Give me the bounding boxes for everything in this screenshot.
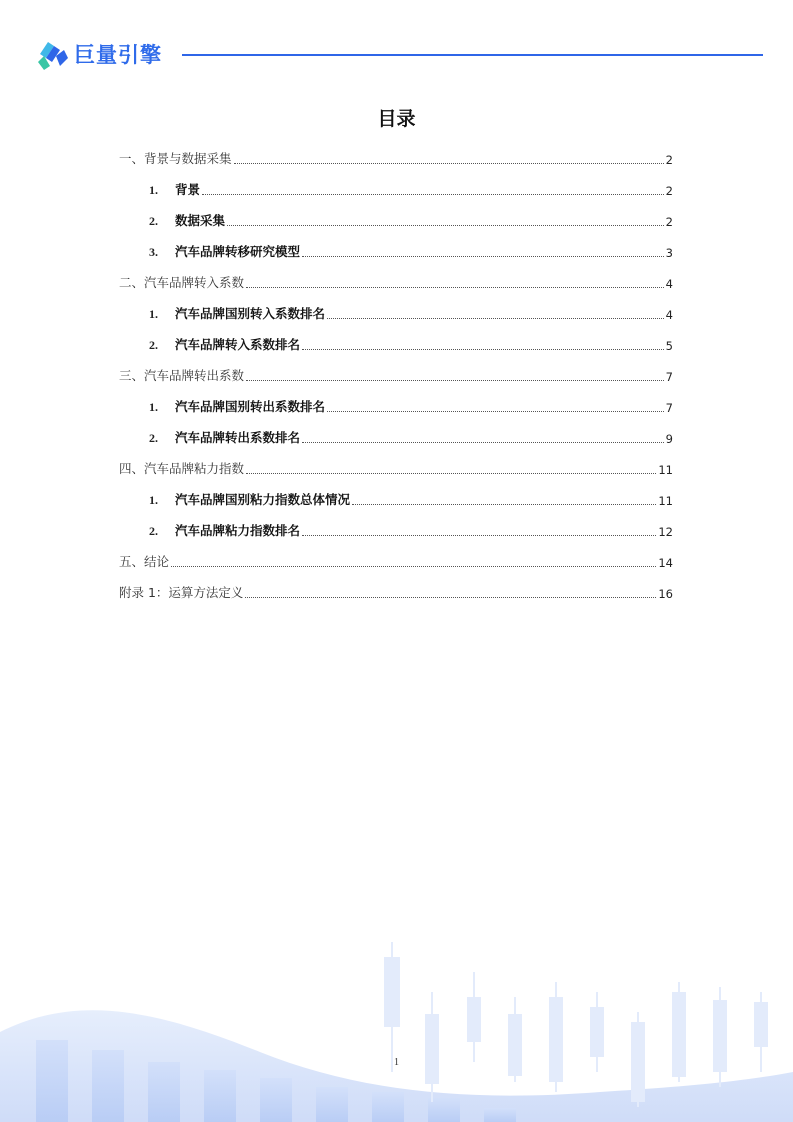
logo-text: 巨量引擎 xyxy=(74,43,162,67)
toc-entry-number: 1. xyxy=(149,493,158,507)
toc-entry-page: 12 xyxy=(658,525,673,539)
toc-entry-number: 1. xyxy=(149,183,158,197)
toc-entry[interactable] xyxy=(119,389,673,420)
toc-entry-page: 3 xyxy=(665,246,673,260)
toc-dot-leader xyxy=(302,534,656,536)
toc-entry[interactable] xyxy=(119,575,673,606)
toc-entry-page: 14 xyxy=(658,556,673,570)
toc-entry[interactable] xyxy=(119,234,673,265)
toc-entry-page: 4 xyxy=(665,308,673,322)
toc-entry-page: 11 xyxy=(658,494,673,508)
toc-dot-leader xyxy=(302,255,664,257)
toc-dot-leader xyxy=(302,348,664,350)
toc-entry[interactable] xyxy=(119,544,673,575)
toc-entry-label: 汽车品牌国别转入系数排名 xyxy=(175,306,326,321)
toc-entry-page: 4 xyxy=(665,277,673,291)
toc-entry-number: 1. xyxy=(149,307,158,321)
toc-entry-label: 四、汽车品牌粘力指数 xyxy=(119,461,245,476)
toc-dot-leader xyxy=(246,286,664,288)
toc-entry-label: 三、汽车品牌转出系数 xyxy=(119,368,245,383)
toc-dot-leader xyxy=(171,565,656,567)
toc-entry-number: 3. xyxy=(149,245,158,259)
toc-dot-leader xyxy=(246,472,656,474)
toc-entry-page: 7 xyxy=(665,370,673,384)
toc-entry-label: 汽车品牌转入系数排名 xyxy=(175,337,301,352)
toc-entry-page: 2 xyxy=(665,153,673,167)
toc-dot-leader xyxy=(246,379,664,381)
toc-entry[interactable] xyxy=(119,265,673,296)
toc-entry[interactable] xyxy=(119,172,673,203)
toc-entry-number: 1. xyxy=(149,400,158,414)
logo-icon xyxy=(34,36,70,72)
toc-dot-leader xyxy=(302,441,664,443)
page-header xyxy=(0,0,793,90)
toc-entry-label: 汽车品牌国别转出系数排名 xyxy=(175,399,326,414)
toc-dot-leader xyxy=(234,162,664,164)
toc-entry-label: 汽车品牌转出系数排名 xyxy=(175,430,301,445)
toc-dot-leader xyxy=(227,224,664,226)
toc-entry-label: 汽车品牌转移研究模型 xyxy=(175,244,301,259)
toc-entry-label: 一、背景与数据采集 xyxy=(119,151,232,166)
toc-entry-page: 16 xyxy=(658,587,673,601)
toc-entry-label: 五、结论 xyxy=(119,554,170,569)
toc-entry-number: 2. xyxy=(149,214,158,228)
toc-dot-leader xyxy=(352,503,656,505)
toc-entry[interactable] xyxy=(119,420,673,451)
toc-entry[interactable] xyxy=(119,513,673,544)
toc-dot-leader xyxy=(202,193,664,195)
toc-entry-label: 汽车品牌粘力指数排名 xyxy=(175,523,301,538)
toc-entry-label: 附录 1：运算方法定义 xyxy=(119,585,244,600)
toc-entry[interactable] xyxy=(119,203,673,234)
toc-entry-page: 11 xyxy=(658,463,673,477)
header-divider xyxy=(182,54,763,56)
toc-entry[interactable] xyxy=(119,358,673,389)
toc-entry-label: 数据采集 xyxy=(175,213,226,228)
toc-entry[interactable] xyxy=(119,327,673,358)
table-of-contents xyxy=(119,141,673,606)
toc-title: 目录 xyxy=(377,108,416,130)
toc-entry-page: 5 xyxy=(665,339,673,353)
toc-entry-number: 2. xyxy=(149,524,158,538)
background-candlestick-decoration xyxy=(0,922,793,1122)
toc-entry-page: 7 xyxy=(665,401,673,415)
toc-dot-leader xyxy=(327,410,664,412)
toc-entry-label: 汽车品牌国别粘力指数总体情况 xyxy=(175,492,351,507)
toc-entry-page: 2 xyxy=(665,184,673,198)
toc-entry[interactable] xyxy=(119,451,673,482)
toc-entry-label: 二、汽车品牌转入系数 xyxy=(119,275,245,290)
brand-logo xyxy=(34,36,162,72)
toc-entry[interactable] xyxy=(119,482,673,513)
toc-entry-number: 2. xyxy=(149,431,158,445)
toc-dot-leader xyxy=(327,317,664,319)
toc-entry-page: 9 xyxy=(665,432,673,446)
toc-entry-page: 2 xyxy=(665,215,673,229)
page-number: 1 xyxy=(394,1057,399,1068)
toc-entry[interactable] xyxy=(119,141,673,172)
toc-entry[interactable] xyxy=(119,296,673,327)
toc-dot-leader xyxy=(245,596,656,598)
toc-entry-number: 2. xyxy=(149,338,158,352)
toc-entry-label: 背景 xyxy=(175,182,201,197)
